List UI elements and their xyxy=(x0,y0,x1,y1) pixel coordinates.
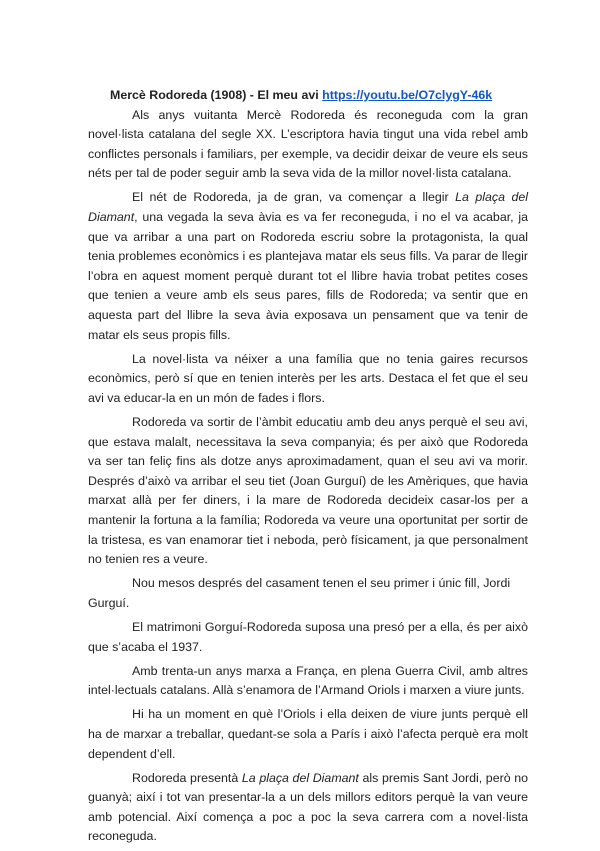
paragraph-7 xyxy=(88,662,528,701)
book-title: La plaça del Diamant xyxy=(241,770,359,785)
paragraph-8 xyxy=(88,705,528,764)
paragraph-text: als premis Sant Jordi, però no guanyà; així i tot van presentar-la a un dels millors editors perquè la van veure amb potencial. Així comença a poc a poc la seva carrera com a novel·lista reconeguda. xyxy=(88,770,529,844)
paragraph-2 xyxy=(88,188,528,345)
title-author: Mercè Rodoreda (1908) xyxy=(110,88,247,102)
paragraph-9 xyxy=(88,769,528,847)
paragraph-text: El nét de Rodoreda, ja de gran, va començar a llegir xyxy=(132,190,456,205)
document-title xyxy=(88,86,528,106)
paragraph-text: La novel·lista va néixer a una família que no tenia gaires recursos econòmics, però sí que en tenien interès per les arts. Destaca el fet que el seu avi va educar-la en un món de fades i flors. xyxy=(88,351,528,405)
paragraph-text: Nou mesos després del casament tenen el seu primer i únic fill, Jordi Gurguí. xyxy=(88,576,511,610)
paragraph-4 xyxy=(88,413,528,570)
paragraph-3 xyxy=(88,350,528,409)
video-link[interactable]: https://youtu.be/O7clygY-46k xyxy=(322,88,493,102)
paragraph-text: El matrimoni Gorguí-Rodoreda suposa una presó per a ella, és per això que s’acaba el 1937. xyxy=(88,619,528,654)
book-title: La plaça del Diamant xyxy=(88,190,528,225)
title-subject: El meu avi xyxy=(257,88,323,102)
paragraph-text: Als anys vuitanta Mercè Rodoreda és reconeguda com la gran novel·lista catalana del segle XX. L’escriptora havia tingut una vida rebel amb conflictes personals i familiars, per exemple, va decidir deixar de veure els seus néts per tal de poder seguir amb la seva vida de la millor novel·lista catalana. xyxy=(88,107,528,181)
paragraph-text: Rodoreda va sortir de l’àmbit educatiu amb deu anys perquè el seu avi, que estava malalt, necessitava la seva companyia; és per això que Rodoreda va ser tan feliç fins als dotze anys aproximadament, quan el seu avi va morir. Després d’això va arribar el seu tiet (Joan Gurguí) de les Amèriques, que havia marxat allà per fer diners, i la mare de Rodoreda decideix casar-los per a mantenir la fortuna a la família; Rodoreda va veure una oportunitat per sortir de la tristesa, es van enamorar tiet i neboda, però físicament, ja que personalment no tenien res a veure. xyxy=(88,415,528,567)
paragraph-1 xyxy=(88,106,528,184)
title-separator: - xyxy=(246,88,258,102)
paragraph-text: Rodoreda presentà xyxy=(132,770,242,785)
paragraph-text: Hi ha un moment en què l’Oriols i ella deixen de viure junts perquè ell ha de marxar a treballar, quedant-se sola a París i això l’afecta perquè era molt dependent d’ell. xyxy=(88,707,528,761)
paragraph-5 xyxy=(88,574,528,613)
paragraph-text: Amb trenta-un anys marxa a França, en plena Guerra Civil, amb altres intel·lectuals catalans. Allà s’enamora de l’Armand Oriols i marxen a viure junts. xyxy=(88,663,528,698)
paragraph-text: , una vegada la seva àvia es va fer reconeguda, i no el va acabar, ja que va arribar a una part on Rodoreda escriu sobre la protagonista, la qual tenia problemes econòmics i es plantejava matar els seus fills. Va parar de llegir l’obra en aquest moment perquè durant tot el llibre havia trobat petites coses que tenien a veure amb els seus pares, fills de Rodoreda; va sentir que en aquesta part del llibre la seva àvia exposava un pensament que va tenir de matar els seus propis fills. xyxy=(88,210,528,342)
paragraph-6 xyxy=(88,618,528,657)
document-page xyxy=(88,86,528,851)
